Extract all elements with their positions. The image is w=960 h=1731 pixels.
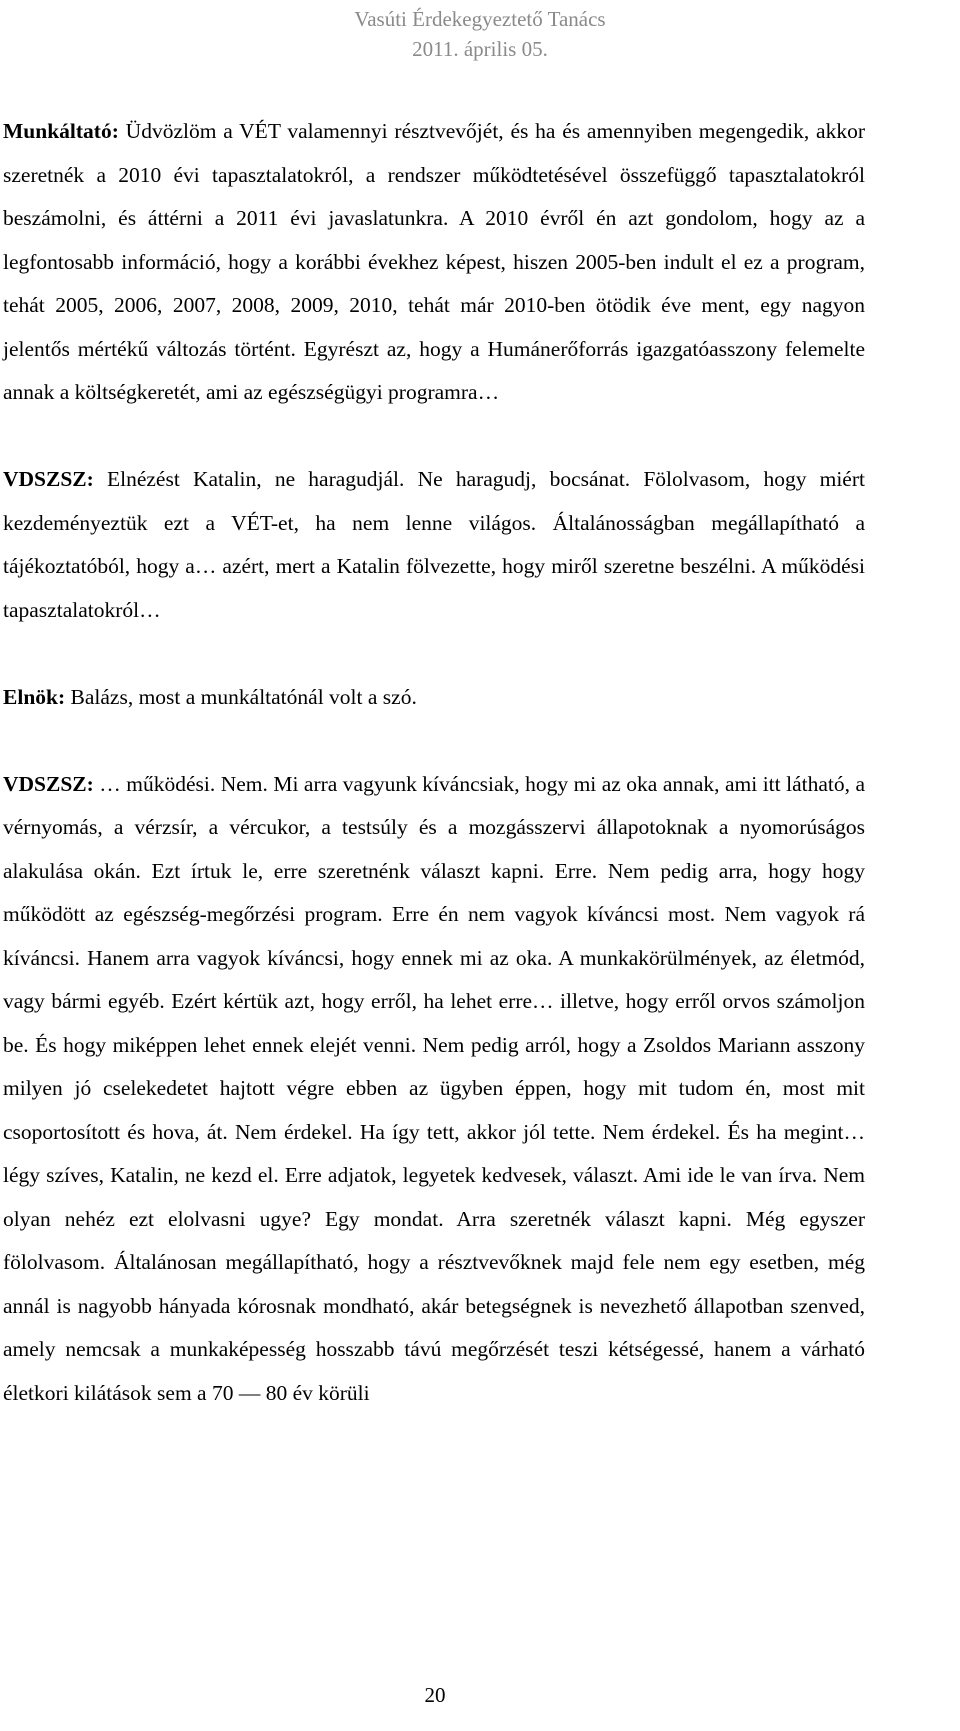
speaker-label: VDSZSZ:: [3, 467, 94, 491]
paragraph-spacer: [3, 415, 865, 459]
page-number: 20: [424, 1683, 446, 1707]
speaker-label: VDSZSZ:: [3, 771, 94, 796]
header-title: Vasúti Érdekegyeztető Tanács: [354, 7, 606, 31]
paragraph-spacer: [3, 719, 865, 763]
speaker-label: Munkáltató:: [3, 119, 119, 143]
transcript-body: [3, 110, 865, 1415]
paragraph-vdszsz-2: [3, 763, 865, 1416]
paragraph-text: Üdvözlöm a VÉT valamennyi résztvevőjét, és ha és amennyiben megengedik, akkor szeretnék a 2010 évi tapasztalatokról, a rendszer működtetésével összefüggő tapasztalatokról beszámolni, és áttérni a 2011 évi javaslatunkra. A 2010 évről én azt gondolom, hogy az a legfontosabb információ, hogy a korábbi évekhez képest, hiszen 2005-ben indult el ez a program, tehát 2005, 2006, 2007, 2008, 2009, 2010, tehát már 2010-ben ötödik éve ment, egy nagyon jelentős mértékű változás történt. Egyrészt az, hogy a Humánerőforrás igazgatóasszony felemelte annak a költségkeretét, ami az egészségügyi programra…: [3, 119, 865, 404]
header-date: 2011. április 05.: [412, 37, 548, 61]
paragraph-employer: [3, 110, 865, 415]
paragraph-vdszsz-1: [3, 458, 865, 632]
page-header: [0, 4, 960, 64]
paragraph-spacer: [3, 632, 865, 676]
paragraph-text: Elnézést Katalin, ne haragudjál. Ne haragudj, bocsánat. Fölolvasom, hogy miért kezdeményeztük ezt a VÉT-et, ha nem lenne világos. Általánosságban megállapítható a tájékoztatóból, hogy a… azért, mert a Katalin fölvezette, hogy miről szeretne beszélni. A működési tapasztalatokról…: [3, 467, 865, 622]
paragraph-text: … működési. Nem. Mi arra vagyunk kíváncsiak, hogy mi az oka annak, ami itt látható, a vérnyomás, a vérzsír, a vércukor, a testsúly és a mozgásszervi állapotoknak a nyomorúságos alakulása okán. Ezt írtuk le, erre szeretnénk választ kapni. Erre. Nem pedig arra, hogy hogy működött az egészség-megőrzési program. Erre én nem vagyok kíváncsi most. Nem vagyok rá kíváncsi. Hanem arra vagyok kíváncsi, hogy ennek mi az oka. A munkakörülmények, az életmód, vagy bármi egyéb. Ezért kértük azt, hogy erről, ha lehet erre… illetve, hogy erről orvos számoljon be. És hogy miképpen lehet ennek elejét venni. Nem pedig arról, hogy a Zsoldos Mariann asszony milyen jó cselekedetet hajtott végre ebben az ügyben éppen, hogy mit tudom én, most mit csoportosított és hova, át. Nem érdekel. Ha így tett, akkor jól tette. Nem érdekel. És ha megint… légy szíves, Katalin, ne kezd el. Erre adjatok, legyetek kedvesek, választ. Ami ide le van írva. Nem olyan nehéz ezt elolvasni ugye? Egy mondat. Arra szeretnék választ kapni. Még egyszer fölolvasom. Általánosan megállapítható, hogy a résztvevőknek majd fele nem egy esetben, még annál is nagyobb hányada kórosnak mondható, akár betegségnek is nevezhető állapotban szenved, amely nemcsak a munkaképesség hosszabb távú megőrzését teszi kétségessé, hanem a várható életkori kilátások sem a 70 ― 80 év körüli: [3, 771, 865, 1405]
paragraph-text: Balázs, most a munkáltatónál volt a szó.: [65, 684, 417, 709]
paragraph-chair: [3, 676, 865, 720]
speaker-label: Elnök:: [3, 684, 66, 709]
